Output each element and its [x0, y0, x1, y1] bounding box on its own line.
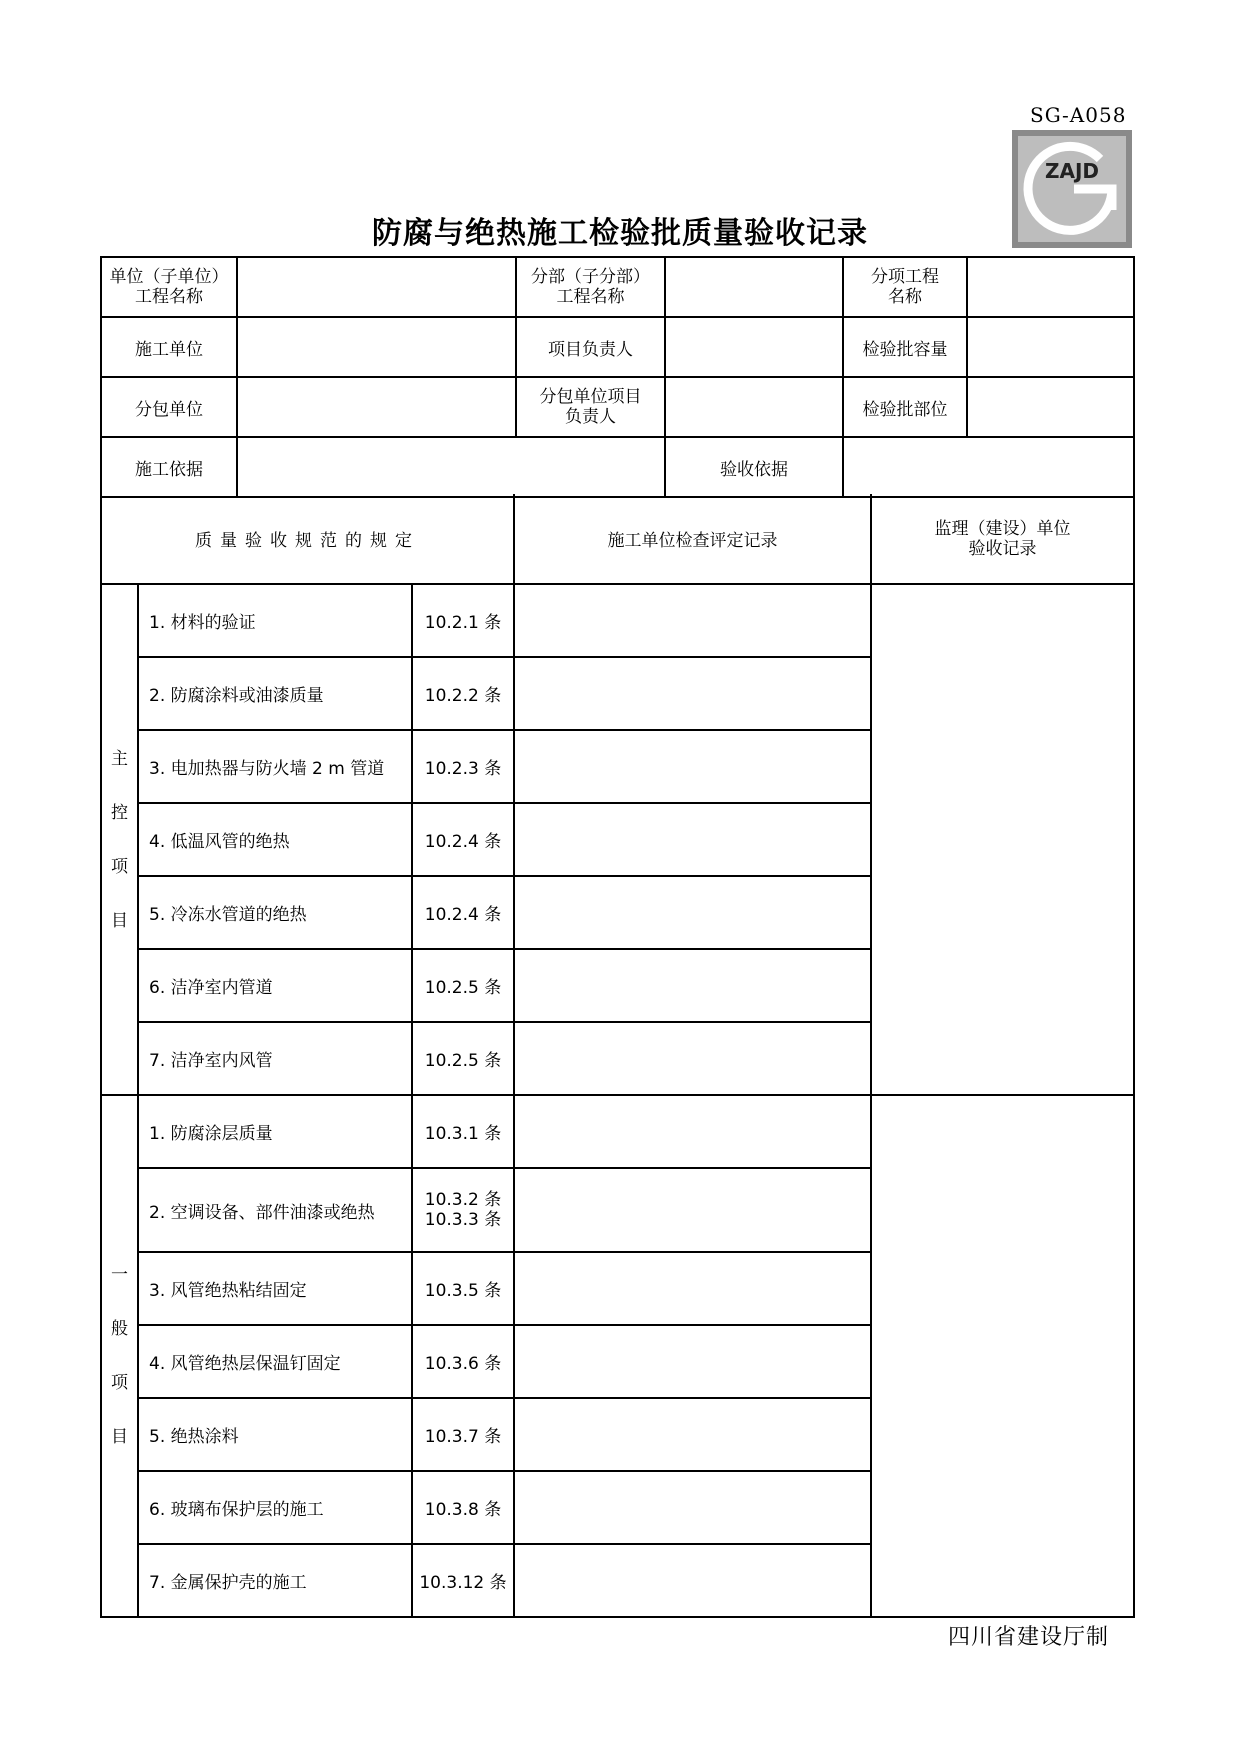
batch-location-value[interactable]	[967, 377, 1134, 437]
check-record-header: 施工单位检查评定记录	[514, 494, 871, 584]
form-code: SG-A058	[1030, 103, 1127, 127]
main-item-clause: 10.2.1 条	[412, 584, 514, 657]
item-project-label: 分项工程 名称	[843, 257, 967, 317]
inspection-table	[100, 494, 1135, 1618]
batch-location-label: 检验批部位	[843, 377, 967, 437]
general-item-clause: 10.3.12 条	[412, 1544, 514, 1617]
batch-capacity-value[interactable]	[967, 317, 1134, 377]
general-item-name: 2. 空调设备、部件油漆或绝热	[138, 1168, 412, 1252]
acceptance-basis-label: 验收依据	[665, 437, 843, 497]
main-item-clause: 10.2.5 条	[412, 949, 514, 1022]
construction-basis-label: 施工依据	[101, 437, 237, 497]
main-item-record[interactable]	[514, 803, 871, 876]
main-supervisor-record[interactable]	[871, 584, 1134, 1095]
sub-manager-label: 分包单位项目 负责人	[516, 377, 665, 437]
general-item-record[interactable]	[514, 1398, 871, 1471]
construction-unit-label: 施工单位	[101, 317, 237, 377]
general-item-clause: 10.3.1 条	[412, 1095, 514, 1168]
general-item-name: 6. 玻璃布保护层的施工	[138, 1471, 412, 1544]
spec-header: 质量验收规范的规定	[101, 494, 514, 584]
unit-name-label: 单位（子单位） 工程名称	[101, 257, 237, 317]
main-item-name: 5. 冷冻水管道的绝热	[138, 876, 412, 949]
main-item-name: 1. 材料的验证	[138, 584, 412, 657]
main-item-clause: 10.2.4 条	[412, 803, 514, 876]
main-item-name: 6. 洁净室内管道	[138, 949, 412, 1022]
general-item-clause: 10.3.2 条 10.3.3 条	[412, 1168, 514, 1252]
general-item-name: 5. 绝热涂料	[138, 1398, 412, 1471]
batch-capacity-label: 检验批容量	[843, 317, 967, 377]
logo-text: ZAJD	[1044, 159, 1100, 183]
main-item-clause: 10.2.5 条	[412, 1022, 514, 1095]
general-item-clause: 10.3.8 条	[412, 1471, 514, 1544]
subdivision-label: 分部（子分部） 工程名称	[516, 257, 665, 317]
general-item-record[interactable]	[514, 1471, 871, 1544]
general-item-clause: 10.3.7 条	[412, 1398, 514, 1471]
subdivision-value[interactable]	[665, 257, 843, 317]
main-item-name: 2. 防腐涂料或油漆质量	[138, 657, 412, 730]
general-item-name: 3. 风管绝热粘结固定	[138, 1252, 412, 1325]
info-table	[100, 256, 1135, 498]
issuer-footer: 四川省建设厅制	[948, 1625, 1110, 1650]
general-supervisor-record[interactable]	[871, 1095, 1134, 1617]
main-item-record[interactable]	[514, 584, 871, 657]
construction-basis-value[interactable]	[237, 437, 665, 497]
main-item-record[interactable]	[514, 876, 871, 949]
general-label: 一 般 项 目	[101, 1095, 138, 1617]
construction-unit-value[interactable]	[237, 317, 516, 377]
item-project-value[interactable]	[967, 257, 1134, 317]
general-item-clause: 10.3.6 条	[412, 1325, 514, 1398]
unit-name-value[interactable]	[237, 257, 516, 317]
general-item-record[interactable]	[514, 1095, 871, 1168]
main-item-name: 4. 低温风管的绝热	[138, 803, 412, 876]
acceptance-basis-value[interactable]	[843, 437, 1134, 497]
project-manager-label: 项目负责人	[516, 317, 665, 377]
supervisor-header: 监理（建设）单位 验收记录	[871, 494, 1134, 584]
main-item-record[interactable]	[514, 657, 871, 730]
general-item-record[interactable]	[514, 1544, 871, 1617]
main-item-record[interactable]	[514, 1022, 871, 1095]
general-item-record[interactable]	[514, 1252, 871, 1325]
main-item-record[interactable]	[514, 730, 871, 803]
main-item-clause: 10.2.3 条	[412, 730, 514, 803]
sub-manager-value[interactable]	[665, 377, 843, 437]
project-manager-value[interactable]	[665, 317, 843, 377]
main-item-clause: 10.2.4 条	[412, 876, 514, 949]
general-item-name: 1. 防腐涂层质量	[138, 1095, 412, 1168]
general-item-record[interactable]	[514, 1325, 871, 1398]
document-title: 防腐与绝热施工检验批质量验收记录	[372, 216, 868, 251]
subcontractor-value[interactable]	[237, 377, 516, 437]
general-item-clause: 10.3.5 条	[412, 1252, 514, 1325]
main-item-record[interactable]	[514, 949, 871, 1022]
general-item-record[interactable]	[514, 1168, 871, 1252]
main-item-name: 7. 洁净室内风管	[138, 1022, 412, 1095]
general-item-name: 4. 风管绝热层保温钉固定	[138, 1325, 412, 1398]
subcontractor-label: 分包单位	[101, 377, 237, 437]
main-control-label: 主 控 项 目	[101, 584, 138, 1095]
main-item-clause: 10.2.2 条	[412, 657, 514, 730]
main-item-name: 3. 电加热器与防火墙 2 m 管道	[138, 730, 412, 803]
general-item-name: 7. 金属保护壳的施工	[138, 1544, 412, 1617]
